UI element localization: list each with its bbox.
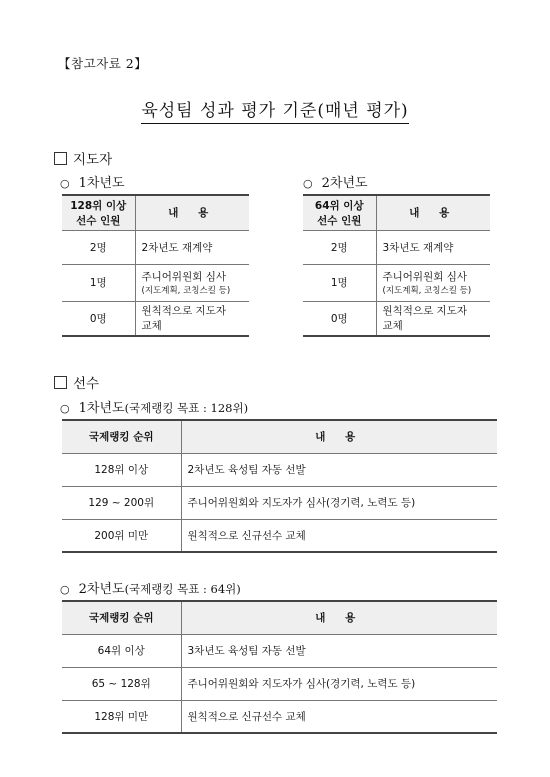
table-cell: 129 ~ 200위 (62, 486, 181, 519)
table-row (62, 486, 497, 519)
table-row (62, 634, 497, 667)
table-cell: 2명 (62, 230, 135, 264)
table-row (62, 230, 249, 264)
table-cell: 주니어위원회 심사 (지도계획, 코칭스킬 등) (135, 264, 249, 301)
header-cell: 내 용 (135, 195, 249, 230)
table-row (303, 230, 490, 264)
table-cell: 원칙적으로 지도자 교체 (135, 301, 249, 336)
checkbox-square-icon (54, 376, 67, 389)
table-header-row (62, 601, 497, 634)
circle-bullet-icon: ○ (60, 177, 70, 190)
header-cell: 128위 이상 선수 인원 (62, 195, 135, 230)
header-cell: 국제랭킹 순위 (62, 420, 181, 453)
player-year2-table (62, 600, 497, 734)
table-row (62, 519, 497, 552)
table-cell: 0명 (62, 301, 135, 336)
table-cell: 128위 이상 (62, 453, 181, 486)
header-cell: 국제랭킹 순위 (62, 601, 181, 634)
table-cell: 0명 (303, 301, 376, 336)
table-cell: 1명 (303, 264, 376, 301)
table-row (62, 667, 497, 700)
table-cell: 2차년도 육성팀 자동 선발 (181, 453, 497, 486)
coach-year2-table (303, 194, 490, 337)
table-cell: 2차년도 재계약 (135, 230, 249, 264)
player-year1-label: ○ 1차년도 (국제랭킹 목표 : 128위) (60, 401, 249, 416)
table-header-row (62, 420, 497, 453)
coach-year2-label: ○ 2차년도 (303, 176, 368, 191)
player-year2-label: ○ 2차년도 (국제랭킹 목표 : 64위) (60, 582, 241, 597)
table-cell: 128위 미만 (62, 700, 181, 733)
table-row (62, 301, 249, 336)
table-cell: 3차년도 재계약 (376, 230, 490, 264)
page-title: 육성팀 성과 평가 기준(매년 평가) (0, 96, 550, 121)
table-cell: 주니어위원회와 지도자가 심사(경기력, 노력도 등) (181, 667, 497, 700)
table-cell: 원칙적으로 지도자 교체 (376, 301, 490, 336)
table-cell: 원칙적으로 신규선수 교체 (181, 700, 497, 733)
table-cell: 3차년도 육성팀 자동 선발 (181, 634, 497, 667)
table-cell: 200위 미만 (62, 519, 181, 552)
header-cell: 내 용 (181, 420, 497, 453)
header-cell: 내 용 (181, 601, 497, 634)
section-heading-player: 선수 (54, 372, 99, 392)
table-cell: 주니어위원회와 지도자가 심사(경기력, 노력도 등) (181, 486, 497, 519)
table-header-row (62, 195, 249, 230)
header-cell: 내 용 (376, 195, 490, 230)
table-row (303, 301, 490, 336)
table-cell: 64위 이상 (62, 634, 181, 667)
header-cell: 64위 이상 선수 인원 (303, 195, 376, 230)
table-header-row (303, 195, 490, 230)
table-row (62, 700, 497, 733)
reference-label: 【참고자료 2】 (58, 56, 148, 71)
table-cell: 1명 (62, 264, 135, 301)
coach-year1-label: ○ 1차년도 (60, 176, 125, 191)
table-cell: 원칙적으로 신규선수 교체 (181, 519, 497, 552)
circle-bullet-icon: ○ (60, 402, 70, 415)
table-cell: 주니어위원회 심사 (지도계획, 코칭스킬 등) (376, 264, 490, 301)
circle-bullet-icon: ○ (303, 177, 313, 190)
circle-bullet-icon: ○ (60, 583, 70, 596)
section-heading-coach: 지도자 (54, 148, 112, 168)
table-row (62, 264, 249, 301)
table-row (62, 453, 497, 486)
table-row (303, 264, 490, 301)
table-cell: 2명 (303, 230, 376, 264)
table-cell: 65 ~ 128위 (62, 667, 181, 700)
player-year1-table (62, 419, 497, 553)
coach-year1-table (62, 194, 249, 337)
checkbox-square-icon (54, 152, 67, 165)
